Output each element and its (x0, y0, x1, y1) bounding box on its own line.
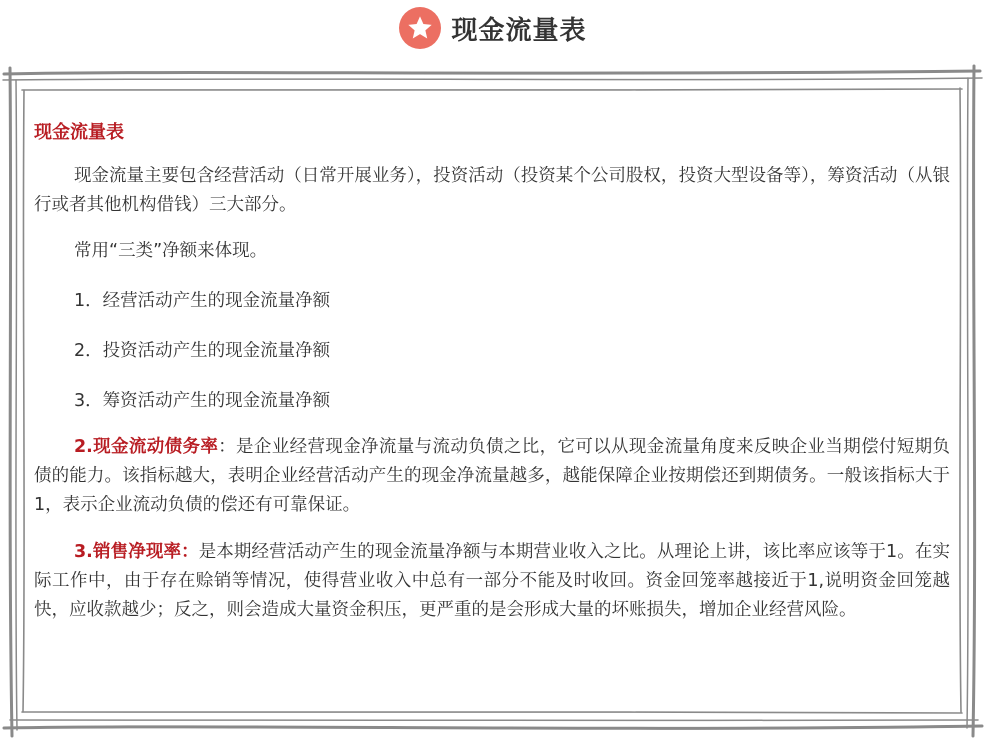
list-item: 1．经营活动产生的现金流量净额 (74, 291, 331, 311)
list-item: 3．筹资活动产生的现金流量净额 (74, 391, 331, 411)
ratio1-term: 2.现金流动债务率 (74, 437, 219, 457)
article-body (34, 118, 950, 642)
intro-paragraph: 现金流量主要包含经营活动（日常开展业务），投资活动（投资某个公司股权，投资大型设备等），筹资活动（从银行或者其他机构借钱）三大部分。 (34, 166, 950, 215)
ratio2-term: 3.销售净现率： (74, 542, 199, 562)
star-icon (399, 7, 441, 49)
ratio2-paragraph (34, 538, 950, 625)
list-item: 2．投资活动产生的现金流量净额 (74, 341, 331, 361)
page-title: 现金流量表 (451, 15, 587, 46)
ratio1-paragraph (34, 433, 950, 520)
page-header (0, 0, 986, 56)
ratio2-text: 是本期经营活动产生的现金流量净额与本期营业收入之比。从理论上讲，该比率应该等于1。在实际工作中，由于存在赊销等情况，使得营业收入中总有一部分不能及时收回。资金回笼率越接近于1,说明资金回笼越快，应收款越少；反之，则会造成大量资金积压，更严重的是会形成大量的坏账损失，增加企业经营风险。 (34, 542, 950, 620)
common-paragraph: 常用“三类”净额来体现。 (74, 241, 268, 261)
section-title: 现金流量表 (34, 122, 124, 143)
ratio1-text: ：是企业经营现金净流量与流动负债之比，它可以从现金流量角度来反映企业当期偿付短期负债的能力。该指标越大，表明企业经营活动产生的现金净流量越多，越能保障企业按期偿还到期债务。一般该指标大于1，表示企业流动负债的偿还有可靠保证。 (34, 437, 950, 515)
